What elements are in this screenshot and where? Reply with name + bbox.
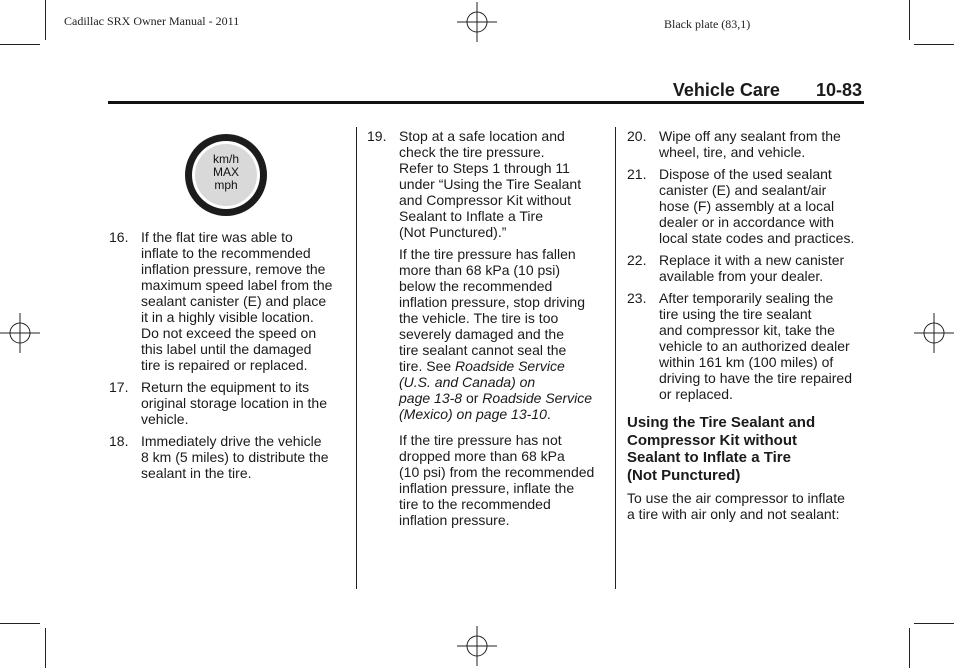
step-17: [109, 379, 349, 427]
step-text: [659, 290, 872, 402]
column-divider: [615, 127, 616, 589]
text-line: under “Using the Tire Sealant: [399, 176, 582, 192]
step-number: 21.: [627, 166, 647, 182]
heading-line: Sealant to Inflate a Tire: [627, 449, 791, 466]
step-23: [627, 290, 872, 402]
text-line: dropped more than 68 kPa: [399, 448, 565, 464]
registration-mark-icon: [914, 313, 954, 353]
text-line: [399, 406, 611, 422]
header-rule: [108, 101, 864, 104]
text-line: Dispose of the used sealant: [659, 166, 832, 182]
speed-label-unit-top: km/h: [212, 152, 239, 166]
text-line: tire is repaired or replaced.: [141, 357, 308, 373]
step-text: [141, 379, 349, 427]
crop-mark: [914, 623, 954, 624]
heading-line: Compressor Kit without: [627, 431, 798, 449]
crop-mark: [909, 0, 910, 40]
text-line: Return the equipment to its: [141, 379, 310, 395]
step-18: [109, 433, 349, 481]
paragraph-pressure-fallen: [399, 246, 611, 422]
step-number: 16.: [109, 229, 129, 245]
step-text: [659, 128, 872, 160]
text-line: Stop at a safe location and: [399, 128, 565, 144]
text-line: vehicle to an authorized dealer: [659, 338, 850, 354]
text-line: local state codes and practices.: [659, 230, 855, 246]
step-21: [627, 166, 872, 246]
text-line: inflate to the recommended: [141, 245, 311, 261]
text-fragment: tire. See: [399, 358, 456, 374]
column-2: [367, 128, 611, 534]
registration-mark-icon: [457, 2, 497, 42]
step-number: 18.: [109, 433, 129, 449]
plate-label: Black plate (83,1): [664, 17, 751, 31]
column-1: [109, 229, 349, 487]
text-line: Refer to Steps 1 through 11: [399, 160, 570, 176]
page-number: 10-83: [815, 80, 862, 100]
heading-line: (Not Punctured): [627, 466, 741, 484]
text-line: canister (E) and sealant/air: [659, 182, 827, 198]
text-line: If the tire pressure has not: [399, 432, 562, 448]
paragraph-pressure-not-dropped: [399, 432, 611, 528]
text-line: [399, 358, 611, 374]
text-fragment: or: [462, 390, 483, 406]
column-3: [627, 128, 872, 522]
heading-line: Using the Tire Sealant and: [627, 414, 816, 431]
text-line: it in a highly visible location.: [141, 309, 314, 325]
step-19: [367, 128, 611, 240]
roadside-service-us-link[interactable]: page 13-8: [399, 390, 463, 406]
column-divider: [356, 127, 357, 589]
text-line: tire sealant cannot seal the: [399, 342, 567, 358]
text-line: To use the air compressor to inflate: [627, 490, 845, 506]
text-line: or replaced.: [659, 386, 733, 402]
text-line: sealant in the tire.: [141, 465, 252, 481]
text-line: inflation pressure, inflate the: [399, 480, 575, 496]
text-line: available from your dealer.: [659, 268, 824, 284]
text-line: maximum speed label from the: [141, 277, 333, 293]
crop-mark: [45, 628, 46, 668]
text-line: more than 68 kPa (10 psi): [399, 262, 561, 278]
section-title: Vehicle Care: [672, 80, 780, 100]
text-line: wheel, tire, and vehicle.: [659, 144, 806, 160]
step-22: [627, 252, 872, 284]
text-line: within 161 km (100 miles) of: [659, 354, 834, 370]
text-line: (Not Punctured).”: [399, 224, 507, 240]
text-line: tire using the tire sealant: [659, 306, 812, 322]
text-line: severely damaged and the: [399, 326, 564, 342]
step-16: [109, 229, 349, 373]
text-line: this label until the damaged: [141, 341, 312, 357]
crop-mark: [45, 0, 46, 40]
text-line: check the tire pressure.: [399, 144, 545, 160]
crop-mark: [0, 623, 40, 624]
manual-title: Cadillac SRX Owner Manual - 2011: [64, 14, 240, 28]
roadside-service-us-link[interactable]: Roadside Service: [455, 358, 565, 374]
page-header: [673, 80, 862, 101]
speed-label-max: MAX: [212, 165, 239, 179]
text-line: tire to the recommended: [399, 496, 551, 512]
text-line: inflation pressure.: [399, 512, 510, 528]
text-line: and Compressor Kit without: [399, 192, 571, 208]
step-20: [627, 128, 872, 160]
text-line: dealer or in accordance with: [659, 214, 835, 230]
text-line: If the tire pressure has fallen: [399, 246, 576, 262]
roadside-service-mexico-link[interactable]: (Mexico) on page 13-10: [399, 406, 547, 422]
text-line: Sealant to Inflate a Tire: [399, 208, 543, 224]
text-line: inflation pressure, remove the: [141, 261, 326, 277]
registration-mark-icon: [457, 626, 497, 666]
text-line: Immediately drive the vehicle: [141, 433, 322, 449]
step-number: 22.: [627, 252, 647, 268]
step-text: [659, 252, 872, 284]
step-number: 23.: [627, 290, 647, 306]
text-line: After temporarily sealing the: [659, 290, 834, 306]
step-text: [141, 433, 349, 481]
text-line: Replace it with a new canister: [659, 252, 845, 268]
roadside-service-mexico-link[interactable]: Roadside Service: [482, 390, 593, 406]
text-line: Do not exceed the speed on: [141, 325, 317, 341]
step-number: 19.: [367, 128, 387, 144]
text-line: (10 psi) from the recommended: [399, 464, 595, 480]
speed-label-unit-bottom: mph: [214, 178, 238, 192]
text-line: original storage location in the: [141, 395, 328, 411]
text-fragment: .: [546, 406, 551, 422]
text-line: below the recommended: [399, 278, 553, 294]
text-line: and compressor kit, take the: [659, 322, 835, 338]
registration-mark-icon: [0, 313, 40, 353]
text-line: sealant canister (E) and place: [141, 293, 327, 309]
max-speed-label-illustration: [184, 133, 268, 217]
section-heading: [627, 414, 872, 484]
step-number: 17.: [109, 379, 129, 395]
crop-mark: [909, 628, 910, 668]
text-line: driving to have the tire repaired: [659, 370, 852, 386]
crop-mark: [0, 44, 40, 45]
crop-mark: [914, 44, 954, 45]
step-text: [141, 229, 349, 373]
intro-paragraph: [627, 490, 872, 522]
text-line: Wipe off any sealant from the: [659, 128, 841, 144]
text-line: the vehicle. The tire is too: [399, 310, 559, 326]
roadside-service-us-link[interactable]: (U.S. and Canada) on: [399, 374, 536, 390]
text-line: inflation pressure, stop driving: [399, 294, 585, 310]
text-line: If the flat tire was able to: [141, 229, 293, 245]
text-line: [399, 390, 611, 406]
step-text: [659, 166, 872, 246]
text-line: vehicle.: [141, 411, 189, 427]
text-line: 8 km (5 miles) to distribute the: [141, 449, 329, 465]
text-line: hose (F) assembly at a local: [659, 198, 835, 214]
text-line: a tire with air only and not sealant:: [627, 506, 840, 522]
step-number: 20.: [627, 128, 647, 144]
step-text: [399, 128, 611, 240]
